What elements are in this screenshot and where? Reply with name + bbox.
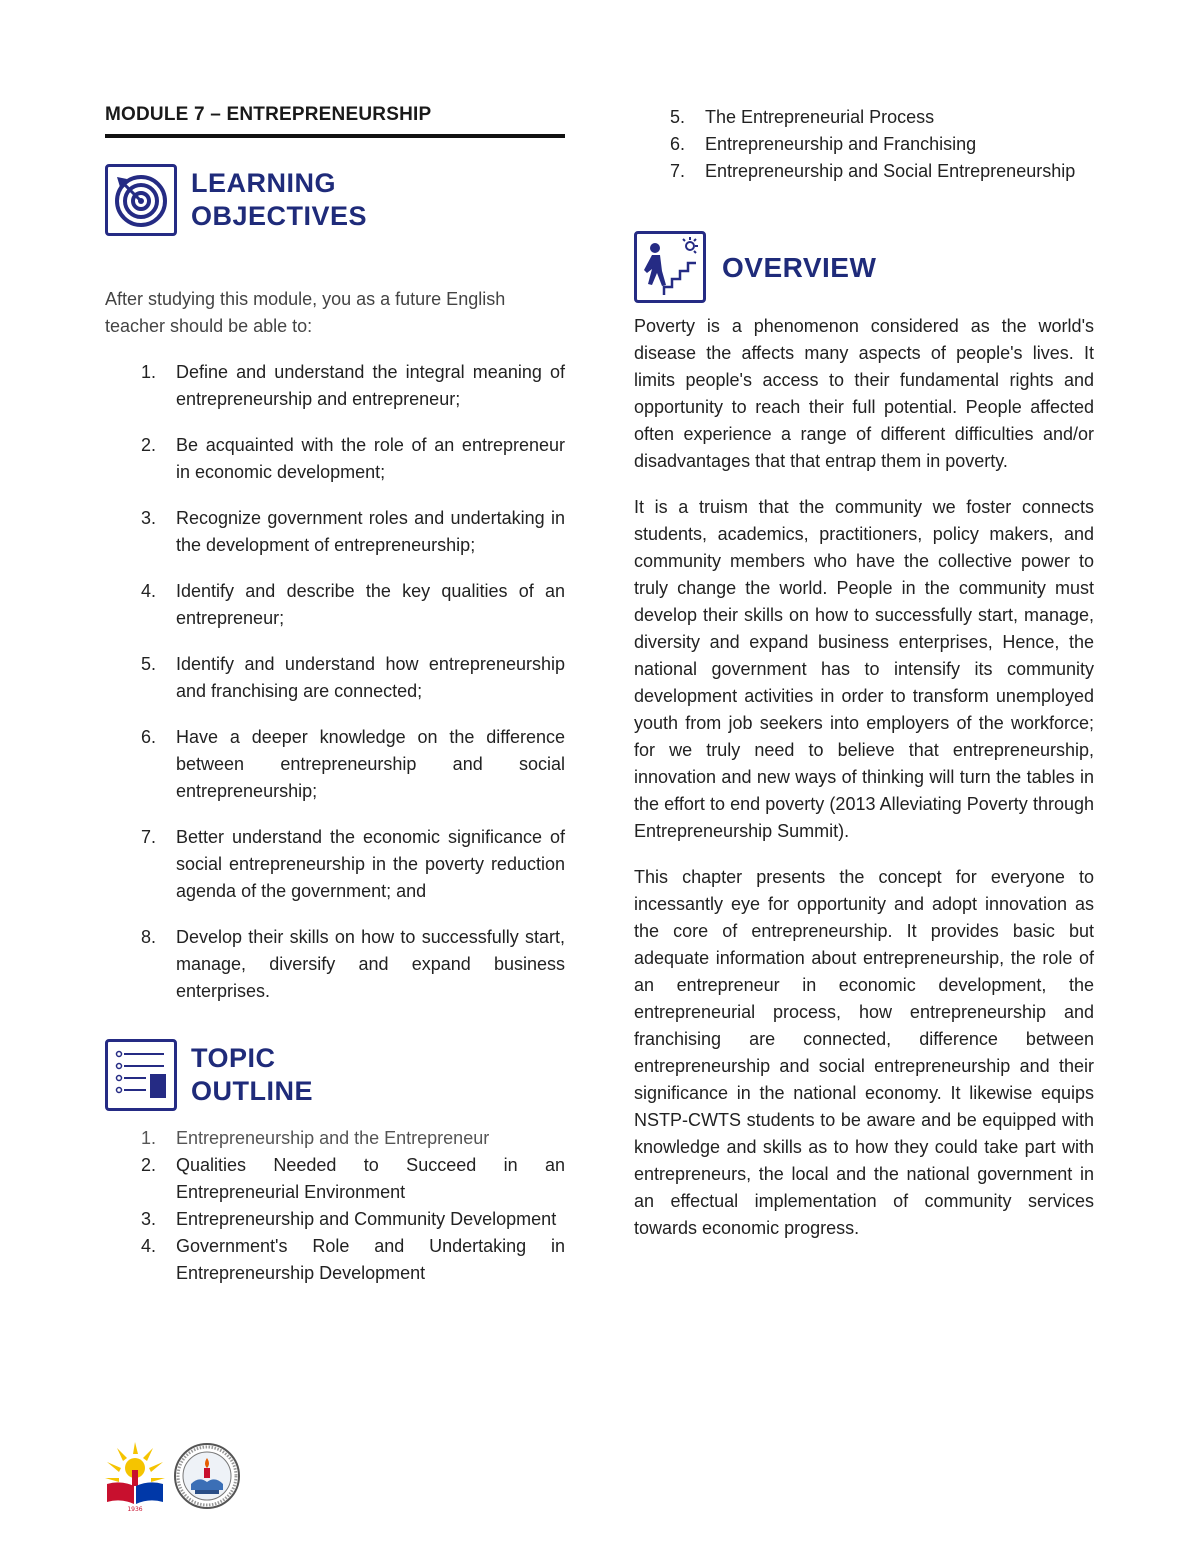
item-number: 7. [670, 161, 686, 181]
list-item [105, 505, 565, 559]
module-title: MODULE 7 – ENTREPRENEURSHIP [105, 104, 565, 138]
list-item [634, 158, 1094, 185]
item-text: The Entrepreneurial Process [705, 107, 935, 127]
topic-outline-heading [191, 1042, 313, 1108]
item-text: Entrepreneurship and Community Development [176, 1209, 557, 1229]
item-number: 5. [141, 654, 157, 674]
item-number: 4. [141, 1236, 157, 1256]
item-number: 6. [670, 134, 686, 154]
item-number: 2. [141, 435, 157, 455]
list-item [105, 359, 565, 413]
item-text: Define and understand the integral meaning of entrepreneurship and entrepreneur; [176, 362, 565, 409]
topic-outline-list [105, 1125, 565, 1287]
heading-line: LEARNING [191, 168, 336, 198]
list-item [105, 578, 565, 632]
deped-logo-year: 1936 [127, 1506, 143, 1512]
target-icon [105, 164, 177, 236]
item-number: 5. [670, 107, 686, 127]
item-number: 7. [141, 827, 157, 847]
item-text: Develop their skills on how to successfully start, manage, diversify and expand business enterprises. [176, 927, 565, 1001]
list-item [105, 1125, 565, 1152]
item-text: Entrepreneurship and Social Entrepreneurship [705, 161, 1076, 181]
overview-header [634, 231, 1094, 303]
right-column [634, 104, 1094, 1242]
footer-logos [103, 1440, 241, 1512]
list-item [105, 432, 565, 486]
item-text: Entrepreneurship and the Entrepreneur [176, 1128, 490, 1148]
item-text: Better understand the economic significance of social entrepreneurship in the poverty reduction agenda of the government; and [176, 827, 565, 901]
item-text: Recognize government roles and undertaking in the development of entrepreneurship; [176, 508, 565, 555]
item-text: Government's Role and Undertaking in Entrepreneurship Development [176, 1236, 565, 1283]
overview-paragraph: This chapter presents the concept for everyone to incessantly eye for opportunity and adopt innovation as the core of entrepreneurship. It provides basic but adequate information about entrepreneurship, the role of an entrepreneur in economic development, the entrepreneurial process, how entrepreneurship and franchising are connected, difference between entrepreneurship and social entrepreneurship and their significance in the national economy. It likewise equips NSTP-CWTS students to be aware and be equipped with knowledge and skills as to how they could take part with entrepreneurs, the local and the national government in an effectual implementation of community services towards economic progress. [634, 867, 1094, 1238]
topic-outline-list-continued [634, 104, 1094, 185]
list-item [105, 1233, 565, 1287]
item-number: 2. [141, 1155, 157, 1175]
overview-heading: OVERVIEW [722, 251, 877, 283]
list-item [105, 824, 565, 905]
left-column [105, 104, 565, 1287]
list-item [105, 724, 565, 805]
item-number: 1. [141, 1128, 157, 1148]
topic-outline-header [105, 1039, 565, 1111]
learning-objectives-heading [191, 167, 367, 233]
item-text: Be acquainted with the role of an entrepreneur in economic development; [176, 435, 565, 482]
list-item [105, 1206, 565, 1233]
item-number: 1. [141, 362, 157, 382]
list-item [634, 104, 1094, 131]
list-icon [105, 1039, 177, 1111]
item-text: Qualities Needed to Succeed in an Entrepreneurial Environment [176, 1155, 565, 1202]
heading-line: OUTLINE [191, 1076, 313, 1106]
list-item [634, 131, 1094, 158]
list-item [105, 651, 565, 705]
item-number: 3. [141, 1209, 157, 1229]
deped-logo [103, 1440, 167, 1512]
university-seal-logo [173, 1442, 241, 1510]
item-text: Entrepreneurship and Franchising [705, 134, 977, 154]
item-number: 3. [141, 508, 157, 528]
overview-paragraph: Poverty is a phenomenon considered as the world's disease the affects many aspects of people's lives. It limits people's access to their fundamental rights and opportunity to reach their full potential. People affected often experience a range of different difficulties and/or disadvantages that that entrap them in poverty. [634, 316, 1094, 471]
item-number: 4. [141, 581, 157, 601]
item-text: Identify and describe the key qualities of an entrepreneur; [176, 581, 565, 628]
learning-objectives-header [105, 164, 565, 236]
item-number: 8. [141, 927, 157, 947]
objectives-intro: After studying this module, you as a future English teacher should be able to: [105, 289, 506, 336]
heading-line: TOPIC [191, 1043, 276, 1073]
heading-line: OBJECTIVES [191, 201, 368, 231]
overview-paragraph: It is a truism that the community we foster connects students, academics, practitioners, policy makers, and community members who have the collective power to truly change the world. People in the community must develop their skills on how to successfully start, manage, diversity and expand business enterprises, Hence, the national government has to intensify its community development activities in order to transform unemployed youth from job seekers into employers of the workforce; for we truly need to believe that entrepreneurship, innovation and new ways of thinking will turn the tables in the effort to end poverty (2013 Alleviating Poverty through Entrepreneurship Summit). [634, 497, 1094, 841]
list-item [105, 1152, 565, 1206]
item-number: 6. [141, 727, 157, 747]
objectives-list [105, 359, 565, 1005]
item-text: Have a deeper knowledge on the difference between entrepreneurship and social entrepreneurship; [176, 727, 565, 801]
list-item [105, 924, 565, 1005]
stairs-climber-icon [634, 231, 706, 303]
item-text: Identify and understand how entrepreneurship and franchising are connected; [176, 654, 565, 701]
